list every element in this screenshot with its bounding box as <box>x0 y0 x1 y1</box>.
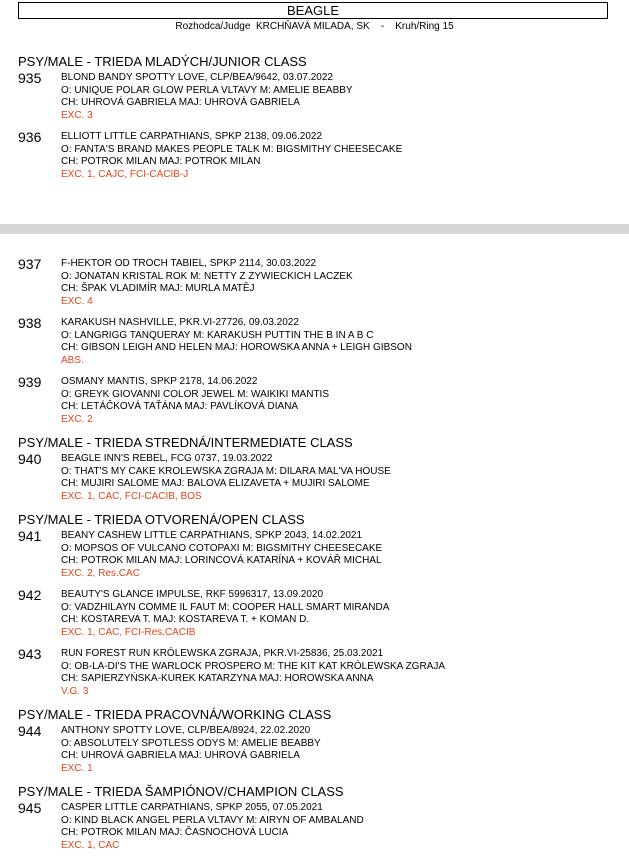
breed-title: BEAGLE <box>18 2 608 19</box>
parents-line: O: MOPSOS OF VULCANO COTOPAXI M: BIGSMITHY CHEESECAKE <box>61 542 383 554</box>
catalog-number: 937 <box>18 256 42 272</box>
class-heading: PSY/MALE - TRIEDA PRACOVNÁ/WORKING CLASS <box>18 707 332 722</box>
class-group <box>18 435 621 507</box>
parents-line: O: ABSOLUTELY SPOTLESS ODYS M: AMELIE BEABBY <box>61 737 321 749</box>
result-line: ABS. <box>61 355 84 367</box>
parents-line: O: OB-LA-DI'S THE WARLOCK PROSPERO M: THE KIT KAT KRÓLEWSKA ZGRAJA <box>61 660 446 672</box>
class-heading: PSY/MALE - TRIEDA STREDNÁ/INTERMEDIATE CLASS <box>18 435 353 450</box>
dog-entry <box>18 258 621 312</box>
dog-name-line: ELLIOTT LITTLE CARPATHIANS, SPKP 2138, 09.06.2022 <box>61 131 323 142</box>
parents-line: O: FANTA'S BRAND MAKES PEOPLE TALK M: BIGSMITHY CHEESECAKE <box>61 143 403 155</box>
dog-entry <box>18 530 621 584</box>
class-group <box>18 512 621 702</box>
catalog-number: 943 <box>18 646 42 662</box>
breeder-owner-line: CH: POTROK MILAN MAJ: POTROK MILAN <box>61 156 261 168</box>
dog-entry <box>18 317 621 371</box>
result-line: EXC. 2 <box>61 414 93 426</box>
class-group <box>18 784 621 856</box>
catalog-number: 945 <box>18 800 42 816</box>
result-line: EXC. 4 <box>61 296 93 308</box>
dog-entry <box>18 453 621 507</box>
result-line: EXC. 1, CAC, FCI-Res.CACIB <box>61 627 196 639</box>
parents-line: O: JONATAN KRISTAL ROK M: NETTY Z ZYWIECKICH LACZEK <box>61 270 353 282</box>
breeder-owner-line: CH: ŠPAK VLADIMÍR MAJ: MURLA MATĚJ <box>61 283 255 295</box>
class-heading: PSY/MALE - TRIEDA ŠAMPIÓNOV/CHAMPION CLASS <box>18 784 344 799</box>
breeder-owner-line: CH: KOSTAREVA T. MAJ: KOSTAREVA T. + KOMAN D. <box>61 614 310 626</box>
dog-entry <box>18 725 621 779</box>
breeder-owner-line: CH: POTROK MILAN MAJ: LORINCOVÁ KATARÍNA + KOVÁŘ MICHAL <box>61 555 382 567</box>
catalog-number: 940 <box>18 451 42 467</box>
page-section-1 <box>18 54 621 190</box>
breeder-owner-line: CH: MUJIRI SALOME MAJ: BALOVA ELIZAVETA + MUJIRI SALOME <box>61 478 370 490</box>
result-line: EXC. 1, CAC <box>61 840 120 852</box>
result-line: EXC. 2, Res.CAC <box>61 568 140 580</box>
dog-name-line: ANTHONY SPOTTY LOVE, CLP/BEA/8924, 22.02.2020 <box>61 725 311 736</box>
dog-name-line: CASPER LITTLE CARPATHIANS, SPKP 2055, 07.05.2021 <box>61 802 323 813</box>
parents-line: O: KIND BLACK ANGEL PERLA VLTAVY M: AIRYN OF AMBALAND <box>61 814 364 826</box>
catalog-number: 941 <box>18 528 42 544</box>
dog-name-line: BEAGLE INN'S REBEL, FCG 0737, 19.03.2022 <box>61 453 273 464</box>
parents-line: O: LANGRIGG TANQUERAY M: KARAKUSH PUTTIN THE B IN A B C <box>61 329 374 341</box>
catalog-number: 942 <box>18 587 42 603</box>
catalog-number: 936 <box>18 129 42 145</box>
breeder-owner-line: CH: LETÁČKOVÁ TAŤÁNA MAJ: PAVLÍKOVÁ DIANA <box>61 401 299 413</box>
breeder-owner-line: CH: UHROVÁ GABRIELA MAJ: UHROVÁ GABRIELA <box>61 750 300 762</box>
parents-line: O: UNIQUE POLAR GLOW PERLA VLTAVY M: AMELIE BEABBY <box>61 84 353 96</box>
dog-name-line: OSMANY MANTIS, SPKP 2178, 14.06.2022 <box>61 376 258 387</box>
breeder-owner-line: CH: UHROVÁ GABRIELA MAJ: UHROVÁ GABRIELA <box>61 97 300 109</box>
page-section-2 <box>18 258 621 861</box>
breeder-owner-line: CH: SAPIERZYŃSKA-KUREK KATARZYNA MAJ: HOROWSKA ANNA <box>61 673 374 685</box>
class-group <box>18 258 621 430</box>
dog-entry <box>18 131 621 185</box>
dog-entry <box>18 802 621 856</box>
breeder-owner-line: CH: GIBSON LEIGH AND HELEN MAJ: HOROWSKA ANNA + LEIGH GIBSON <box>61 342 412 354</box>
dog-name-line: F-HEKTOR OD TROCH TABIEL, SPKP 2114, 30.03.2022 <box>61 258 317 269</box>
class-group <box>18 54 621 185</box>
dog-name-line: BEAUTY'S GLANCE IMPULSE, RKF 5996317, 13.09.2020 <box>61 589 324 600</box>
result-line: V.G. 3 <box>61 686 89 698</box>
parents-line: O: GREYK GIOVANNI COLOR JEWEL M: WAIKIKI MANTIS <box>61 388 329 400</box>
result-line: EXC. 1 <box>61 763 93 775</box>
catalog-number: 939 <box>18 374 42 390</box>
catalog-number: 938 <box>18 315 42 331</box>
dog-entry <box>18 648 621 702</box>
parents-line: O: THAT'S MY CAKE KROLEWSKA ZGRAJA M: DILARA MAL'VA HOUSE <box>61 465 391 477</box>
dog-name-line: BLOND BANDY SPOTTY LOVE, CLP/BEA/9642, 03.07.2022 <box>61 72 333 83</box>
result-line: EXC. 1, CAC, FCI-CACIB, BOS <box>61 491 202 503</box>
result-line: EXC. 1, CAJC, FCI-CACIB-J <box>61 169 189 181</box>
dog-name-line: KARAKUSH NASHVILLE, PKR.VI-27726, 09.03.2022 <box>61 317 299 328</box>
dog-name-line: RUN FOREST RUN KRÓLEWSKA ZGRAJA, PKR.VI-25836, 25.03.2021 <box>61 648 384 659</box>
dog-name-line: BEANY CASHEW LITTLE CARPATHIANS, SPKP 2043, 14.02.2021 <box>61 530 363 541</box>
breeder-owner-line: CH: POTROK MILAN MAJ: ČASNOCHOVÁ LUCIA <box>61 827 289 839</box>
class-group <box>18 707 621 779</box>
page-divider <box>0 224 629 234</box>
catalog-number: 935 <box>18 70 42 86</box>
class-heading: PSY/MALE - TRIEDA MLADÝCH/JUNIOR CLASS <box>18 54 307 69</box>
dog-entry <box>18 589 621 643</box>
dog-entry <box>18 72 621 126</box>
catalog-number: 944 <box>18 723 42 739</box>
result-line: EXC. 3 <box>61 110 93 122</box>
dog-entry <box>18 376 621 430</box>
judge-ring-line: Rozhodca/Judge KRCHŇAVÁ MILADA, SK - Kruh/Ring 15 <box>175 21 454 32</box>
parents-line: O: VADZHILAYN COMME IL FAUT M: COOPER HALL SMART MIRANDA <box>61 601 390 613</box>
class-heading: PSY/MALE - TRIEDA OTVORENÁ/OPEN CLASS <box>18 512 305 527</box>
